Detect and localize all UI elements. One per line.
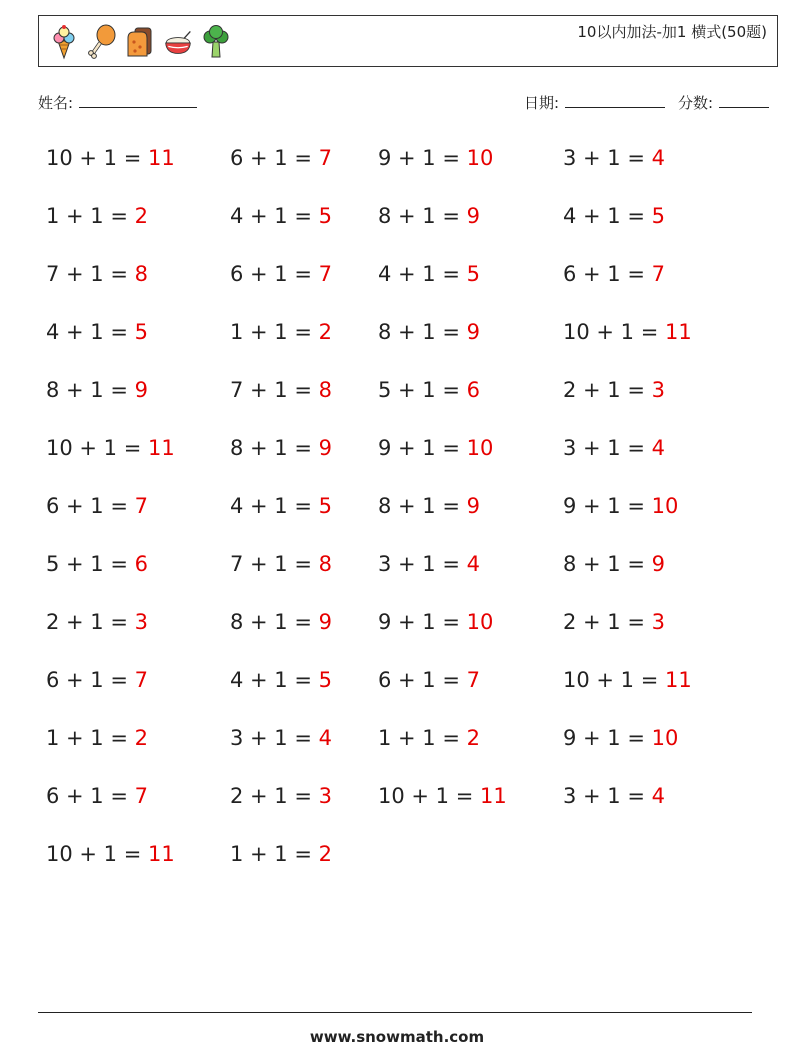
problem-item bbox=[230, 668, 332, 692]
date-label: 日期: bbox=[524, 94, 560, 112]
problem-answer: 7 bbox=[318, 262, 332, 286]
problem-item bbox=[563, 494, 678, 518]
problem-answer: 8 bbox=[318, 378, 332, 402]
problem-question: 2 + 1 = bbox=[563, 610, 652, 634]
problem-answer: 7 bbox=[651, 262, 665, 286]
name-label: 姓名: bbox=[38, 94, 74, 112]
problem-question: 1 + 1 = bbox=[230, 842, 319, 866]
problem-question: 3 + 1 = bbox=[563, 146, 652, 170]
problem-question: 4 + 1 = bbox=[230, 494, 319, 518]
problem-item bbox=[563, 146, 665, 170]
problem-answer: 3 bbox=[134, 610, 148, 634]
problem-question: 5 + 1 = bbox=[46, 552, 135, 576]
problem-item bbox=[563, 436, 665, 460]
problem-answer: 5 bbox=[466, 262, 480, 286]
problem-question: 8 + 1 = bbox=[378, 320, 467, 344]
ice-cream-icon bbox=[49, 24, 79, 60]
problem-question: 1 + 1 = bbox=[378, 726, 467, 750]
problem-question: 9 + 1 = bbox=[378, 146, 467, 170]
problem-question: 9 + 1 = bbox=[563, 726, 652, 750]
problem-answer: 5 bbox=[318, 204, 332, 228]
problem-answer: 7 bbox=[134, 668, 148, 692]
problem-item bbox=[46, 320, 148, 344]
problem-answer: 11 bbox=[664, 668, 692, 692]
problem-question: 2 + 1 = bbox=[563, 378, 652, 402]
problem-question: 8 + 1 = bbox=[230, 610, 319, 634]
problem-item bbox=[230, 204, 332, 228]
problem-question: 8 + 1 = bbox=[46, 378, 135, 402]
problem-answer: 9 bbox=[651, 552, 665, 576]
problem-item bbox=[46, 378, 148, 402]
problem-question: 4 + 1 = bbox=[230, 204, 319, 228]
problem-item bbox=[563, 610, 665, 634]
problem-question: 1 + 1 = bbox=[230, 320, 319, 344]
problem-answer: 8 bbox=[134, 262, 148, 286]
problem-answer: 2 bbox=[466, 726, 480, 750]
problem-question: 3 + 1 = bbox=[378, 552, 467, 576]
problem-answer: 6 bbox=[466, 378, 480, 402]
problem-answer: 3 bbox=[318, 784, 332, 808]
problem-question: 8 + 1 = bbox=[230, 436, 319, 460]
problem-item bbox=[46, 204, 148, 228]
problem-question: 2 + 1 = bbox=[46, 610, 135, 634]
problem-answer: 5 bbox=[651, 204, 665, 228]
problem-answer: 2 bbox=[318, 842, 332, 866]
problem-question: 2 + 1 = bbox=[230, 784, 319, 808]
problem-question: 9 + 1 = bbox=[563, 494, 652, 518]
problem-question: 6 + 1 = bbox=[563, 262, 652, 286]
problem-question: 9 + 1 = bbox=[378, 436, 467, 460]
problem-answer: 8 bbox=[318, 552, 332, 576]
problem-question: 6 + 1 = bbox=[230, 262, 319, 286]
problem-item bbox=[46, 262, 148, 286]
problem-item bbox=[46, 610, 148, 634]
problem-item bbox=[46, 552, 148, 576]
problem-item bbox=[230, 610, 332, 634]
worksheet-title: 10以内加法-加1 横式(50题) bbox=[577, 23, 767, 41]
bread-icon bbox=[125, 24, 155, 60]
problem-question: 3 + 1 = bbox=[230, 726, 319, 750]
problem-answer: 2 bbox=[318, 320, 332, 344]
problem-answer: 4 bbox=[651, 436, 665, 460]
problem-item bbox=[230, 262, 332, 286]
problem-answer: 2 bbox=[134, 726, 148, 750]
problem-item bbox=[378, 726, 480, 750]
problem-item bbox=[230, 784, 332, 808]
problem-item bbox=[563, 262, 665, 286]
problem-answer: 11 bbox=[147, 842, 175, 866]
problem-answer: 2 bbox=[134, 204, 148, 228]
problem-answer: 5 bbox=[318, 494, 332, 518]
problem-question: 1 + 1 = bbox=[46, 204, 135, 228]
footer-divider bbox=[38, 1012, 752, 1013]
problem-answer: 4 bbox=[651, 146, 665, 170]
problem-question: 4 + 1 = bbox=[563, 204, 652, 228]
problem-answer: 11 bbox=[664, 320, 692, 344]
problem-question: 7 + 1 = bbox=[230, 552, 319, 576]
problem-item bbox=[230, 378, 332, 402]
problem-question: 4 + 1 = bbox=[46, 320, 135, 344]
problem-item bbox=[230, 146, 332, 170]
problem-item bbox=[230, 552, 332, 576]
problem-question: 5 + 1 = bbox=[378, 378, 467, 402]
problem-question: 3 + 1 = bbox=[563, 784, 652, 808]
problem-answer: 10 bbox=[651, 726, 679, 750]
broccoli-icon bbox=[201, 24, 231, 60]
problem-question: 10 + 1 = bbox=[563, 320, 665, 344]
problem-item bbox=[378, 610, 493, 634]
problem-answer: 9 bbox=[134, 378, 148, 402]
problem-question: 4 + 1 = bbox=[378, 262, 467, 286]
problem-item bbox=[230, 436, 332, 460]
problem-question: 10 + 1 = bbox=[563, 668, 665, 692]
problem-question: 6 + 1 = bbox=[46, 784, 135, 808]
problem-item bbox=[563, 378, 665, 402]
problem-question: 7 + 1 = bbox=[230, 378, 319, 402]
problem-answer: 7 bbox=[318, 146, 332, 170]
problem-question: 8 + 1 = bbox=[563, 552, 652, 576]
problem-item bbox=[563, 552, 665, 576]
header-box bbox=[38, 15, 778, 67]
problem-item bbox=[46, 146, 175, 170]
problem-item bbox=[563, 204, 665, 228]
problem-answer: 11 bbox=[147, 436, 175, 460]
score-label: 分数: bbox=[678, 94, 714, 112]
problem-answer: 9 bbox=[466, 320, 480, 344]
problem-item bbox=[563, 668, 692, 692]
date-field bbox=[524, 92, 665, 113]
problem-item bbox=[563, 320, 692, 344]
problem-question: 6 + 1 = bbox=[46, 494, 135, 518]
problem-question: 6 + 1 = bbox=[46, 668, 135, 692]
problem-item bbox=[46, 784, 148, 808]
problem-answer: 7 bbox=[134, 784, 148, 808]
problem-answer: 11 bbox=[479, 784, 507, 808]
problem-answer: 4 bbox=[651, 784, 665, 808]
problem-item bbox=[230, 726, 332, 750]
problem-item bbox=[378, 204, 480, 228]
score-field bbox=[678, 92, 769, 113]
problem-question: 10 + 1 = bbox=[46, 842, 148, 866]
problem-question: 6 + 1 = bbox=[378, 668, 467, 692]
date-blank[interactable] bbox=[565, 92, 665, 108]
name-field bbox=[38, 92, 197, 113]
problem-item bbox=[378, 784, 507, 808]
problem-item bbox=[46, 842, 175, 866]
problem-answer: 7 bbox=[134, 494, 148, 518]
problem-answer: 10 bbox=[466, 146, 494, 170]
problem-question: 7 + 1 = bbox=[46, 262, 135, 286]
problem-item bbox=[46, 436, 175, 460]
problem-item bbox=[563, 784, 665, 808]
problem-answer: 4 bbox=[318, 726, 332, 750]
problem-question: 1 + 1 = bbox=[46, 726, 135, 750]
problem-item bbox=[46, 494, 148, 518]
problem-item bbox=[378, 494, 480, 518]
problem-answer: 10 bbox=[466, 610, 494, 634]
problem-item bbox=[46, 726, 148, 750]
icon-strip bbox=[49, 22, 231, 62]
problem-answer: 4 bbox=[466, 552, 480, 576]
problem-answer: 9 bbox=[466, 204, 480, 228]
problem-question: 10 + 1 = bbox=[46, 146, 148, 170]
problem-answer: 9 bbox=[466, 494, 480, 518]
problem-answer: 3 bbox=[651, 378, 665, 402]
rice-bowl-icon bbox=[163, 24, 193, 60]
problem-item bbox=[46, 668, 148, 692]
problem-answer: 5 bbox=[318, 668, 332, 692]
problem-answer: 3 bbox=[651, 610, 665, 634]
problem-item bbox=[378, 320, 480, 344]
problem-item bbox=[378, 378, 480, 402]
problem-item bbox=[230, 494, 332, 518]
problem-answer: 9 bbox=[318, 610, 332, 634]
problem-answer: 10 bbox=[466, 436, 494, 460]
problem-question: 6 + 1 = bbox=[230, 146, 319, 170]
problem-answer: 10 bbox=[651, 494, 679, 518]
score-blank[interactable] bbox=[719, 92, 769, 108]
problem-question: 8 + 1 = bbox=[378, 204, 467, 228]
problem-item bbox=[378, 552, 480, 576]
problem-question: 10 + 1 = bbox=[46, 436, 148, 460]
problem-answer: 7 bbox=[466, 668, 480, 692]
problem-item bbox=[378, 436, 493, 460]
chicken-leg-icon bbox=[87, 24, 117, 60]
problem-item bbox=[230, 320, 332, 344]
problem-question: 8 + 1 = bbox=[378, 494, 467, 518]
problem-item bbox=[230, 842, 332, 866]
problem-item bbox=[378, 146, 493, 170]
problem-question: 10 + 1 = bbox=[378, 784, 480, 808]
name-blank[interactable] bbox=[79, 92, 197, 108]
problem-answer: 5 bbox=[134, 320, 148, 344]
problem-answer: 6 bbox=[134, 552, 148, 576]
problem-item bbox=[378, 262, 480, 286]
problem-question: 3 + 1 = bbox=[563, 436, 652, 460]
footer-website: www.snowmath.com bbox=[309, 1028, 485, 1046]
problem-question: 4 + 1 = bbox=[230, 668, 319, 692]
problem-item bbox=[563, 726, 678, 750]
problem-answer: 9 bbox=[318, 436, 332, 460]
problem-answer: 11 bbox=[147, 146, 175, 170]
problem-question: 9 + 1 = bbox=[378, 610, 467, 634]
problem-item bbox=[378, 668, 480, 692]
